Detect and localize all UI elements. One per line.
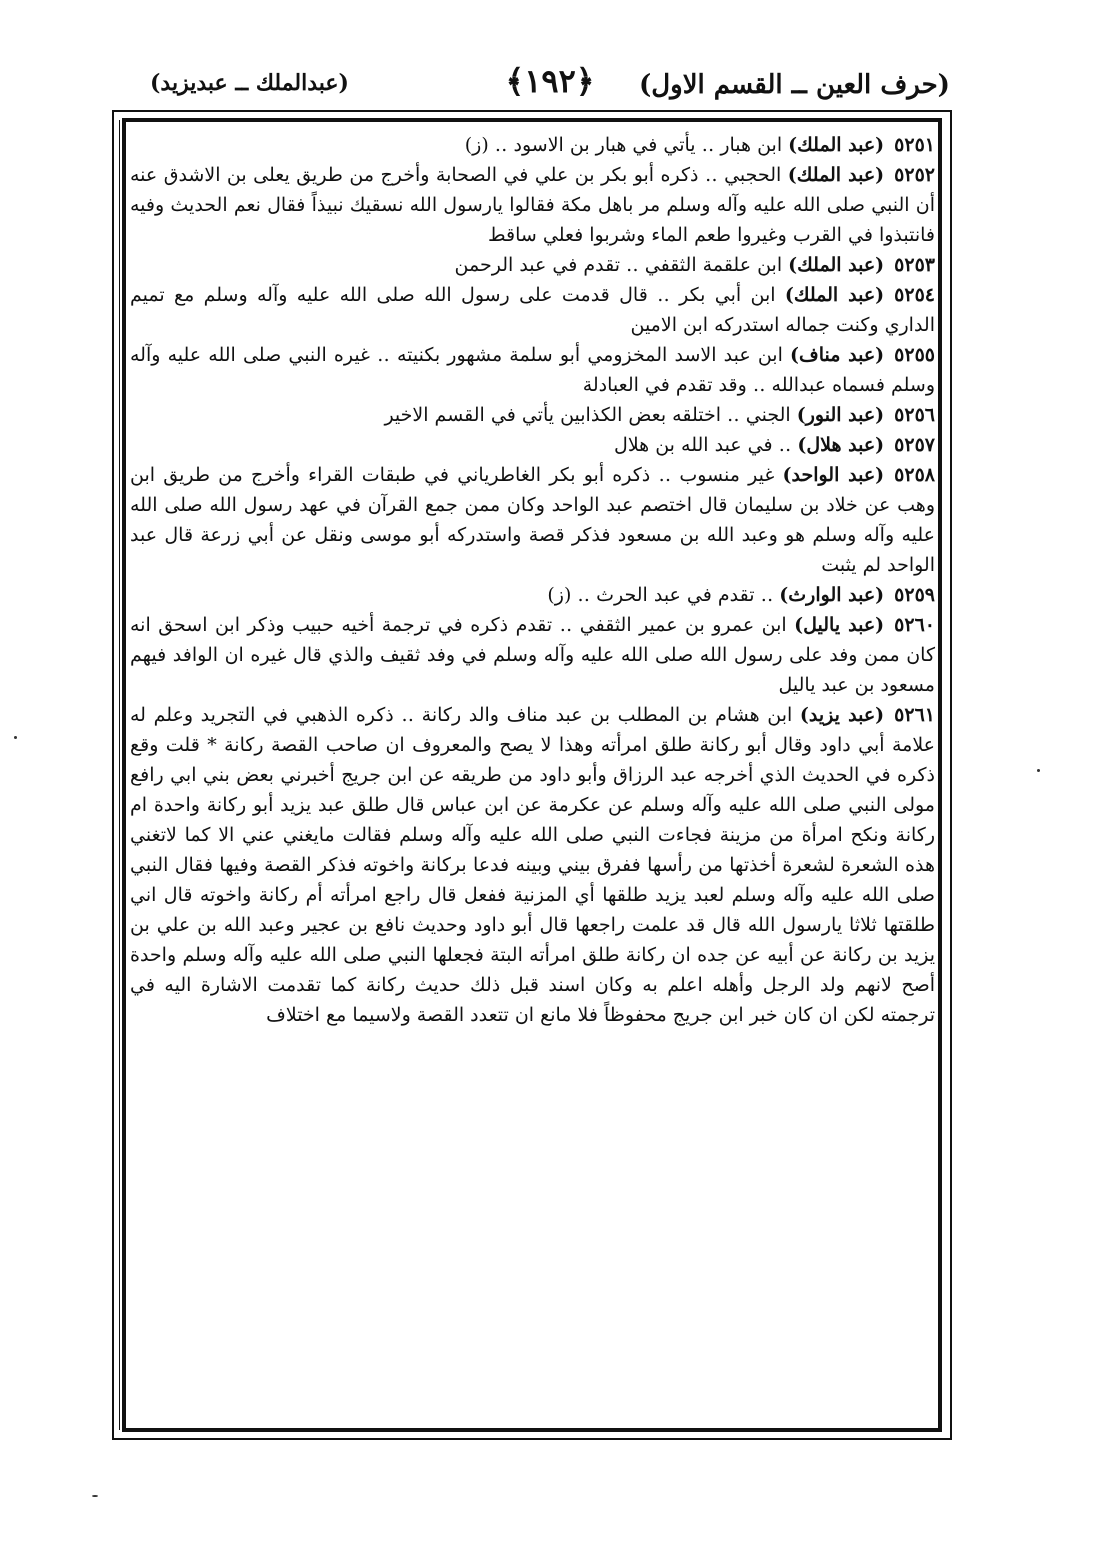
entry-title: (عبد النور): [796, 404, 885, 426]
entry-number: ٥٢٥٥: [894, 344, 935, 366]
entry-number: ٥٢٥٤: [894, 284, 935, 306]
entry-text: ‥ في عبد الله بن هلال: [614, 434, 792, 456]
entry-number: ٥٢٥٢: [894, 164, 935, 186]
entry-number: ٥٢٥٨: [894, 464, 935, 486]
entry-text: ابن أبي بكر ‥ قال قدمت على رسول الله صلى الله عليه وآله وسلم مع تميم الداري وكنت جماله استدركه ابن الامين: [130, 284, 935, 336]
scan-speck: [92, 1495, 98, 1497]
entry-text: غير منسوب ‥ ذكره أبو بكر الغاطرياني في طبقات القراء وأخرج من طريق ابن وهب عن خلاد بن سليمان قال اختصم عبد الواحد وكان ممن جمع القرآن في عهد رسول الله صلى الله عليه وآله وسلم هو وعبد الله بن مسعود فذكر قصة واستدركه أبو موسى ونقل عن أبي زرعة قال عبد الواحد لم يثبت: [130, 464, 935, 576]
entry-title: (عبد هلال): [797, 434, 885, 456]
entry-title: (عبد ياليل): [794, 614, 885, 636]
entry-title: (عبد الملك): [788, 134, 885, 156]
entry-number: ٥٢٥١: [894, 134, 935, 156]
entry-text: الجني ‥ اختلقه بعض الكذابين يأتي في القسم الاخير: [384, 404, 791, 426]
page-header: [150, 62, 950, 112]
frame-left-rule: [119, 120, 120, 1430]
running-head: (عبدالملك ــ عبديزيد): [150, 70, 349, 96]
entry-5259: [130, 580, 935, 610]
entry-title: (عبد الملك): [787, 164, 885, 186]
entry-number: ٥٢٦١: [894, 704, 935, 726]
entry-5261: [130, 700, 935, 1030]
entry-5260: [130, 610, 935, 700]
entry-text: ابن عبد الاسد المخزومي أبو سلمة مشهور بكنيته ‥ غيره النبي صلى الله عليه وآله وسلم فسماه عبدالله ‥ وقد تقدم في العبادلة: [130, 344, 935, 396]
scan-speck: [1037, 769, 1040, 772]
entry-5252: [130, 160, 935, 250]
entry-5255: [130, 340, 935, 400]
entry-5256: [130, 400, 935, 430]
entry-title: (عبد الملك): [784, 284, 885, 306]
scan-speck: [14, 736, 17, 739]
text-body: [130, 130, 935, 1030]
entry-text: ابن عمرو بن عمير الثقفي ‥ تقدم ذكره في ترجمة أخيه حبيب وذكر ابن اسحق انه كان ممن وفد على رسول الله صلى الله عليه وآله وسلم في وفد ثقيف والذي قال غيره ان الوافد فيهم مسعود بن عبد ياليل: [130, 614, 935, 696]
entry-5258: [130, 460, 935, 580]
entry-number: ٥٢٥٣: [894, 254, 935, 276]
entry-number: ٥٢٥٦: [894, 404, 935, 426]
entry-title: (عبد يزيد): [799, 704, 885, 726]
entry-title: (عبد الوارث): [779, 584, 885, 606]
entry-number: ٥٢٥٧: [894, 434, 935, 456]
entry-text: ابن هبار ‥ يأتي في هبار بن الاسود ‥ (ز): [464, 134, 783, 156]
entry-text: ابن هشام بن المطلب بن عبد مناف والد ركانة ‥ ذكره الذهبي في التجريد وعلم له علامة أبي داود وقال أبو ركانة طلق امرأته وهذا لا يصح والمعروف ان صاحب القصة ركانة * قلت وقع ذكره في الحديث الذي أخرجه عبد الرزاق وأبو داود من طريقه عن ابن جريج أخبرني بعض بني ابي رافع مولى النبي صلى الله عليه وآله وسلم عن عكرمة عن ابن عباس قال طلق عبد يزيد أبو ركانة واحدة ام ركانة ونكح امرأة من مزينة فجاءت النبي صلى الله عليه وآله وسلم فقالت مايغني عني الا كما لاتغني هذه الشعرة لشعرة أخذتها من رأسها ففرق بيني وبينه فدعا بركانة واخوته فذكر القصة وفيها فقال النبي صلى الله عليه وآله وسلم لعبد يزيد طلقها أي المزنية ففعل قال راجع امرأته أم ركانة واخوته قال اني طلقتها ثلاثا يارسول الله قال قد علمت راجعها قال أبو داود وحديث نافع بن عجير وعبد الله بن علي بن يزيد بن ركانة عن أبيه عن جده ان ركانة طلق امرأته البتة فجعلها النبي صلى الله عليه وآله وسلم واحدة أصح لانهم ولد الرجل وأهله اعلم به وكان اسند قبل ذلك حديث ركانة كما تقدمت الاشارة اليه في ترجمته لكن ان كان خبر ابن جريج محفوظاً فلا مانع ان تتعدد القصة ولاسيما مع اختلاف: [130, 704, 936, 1026]
entry-5257: [130, 430, 935, 460]
entry-title: (عبد الواحد): [782, 464, 885, 486]
entry-5254: [130, 280, 935, 340]
entry-number: ٥٢٦٠: [894, 614, 935, 636]
entry-title: (عبد مناف): [790, 344, 885, 366]
entry-5253: [130, 250, 935, 280]
entry-text: ‥ تقدم في عبد الحرث ‥ (ز): [547, 584, 774, 606]
entry-number: ٥٢٥٩: [894, 584, 935, 606]
page-number: ﴿١٩٢﴾: [505, 62, 595, 100]
entry-text: الحجبي ‥ ذكره أبو بكر بن علي في الصحابة وأخرج من طريق يعلى بن الاشدق عنه أن النبي صلى الله عليه وآله وسلم مر باهل مكة فقالوا يارسول الله نسقيك نبيذاً فقال نعم الحديث وفيه فانتبذوا في القرب وغيروا طعم الماء وشربوا فعلي ساقط: [130, 164, 935, 246]
entry-text: ابن علقمة الثقفي ‥ تقدم في عبد الرحمن: [454, 254, 783, 276]
section-title: (حرف العين ــ القسم الاول): [638, 70, 950, 100]
entry-title: (عبد الملك): [788, 254, 885, 276]
entry-5251: [130, 130, 935, 160]
